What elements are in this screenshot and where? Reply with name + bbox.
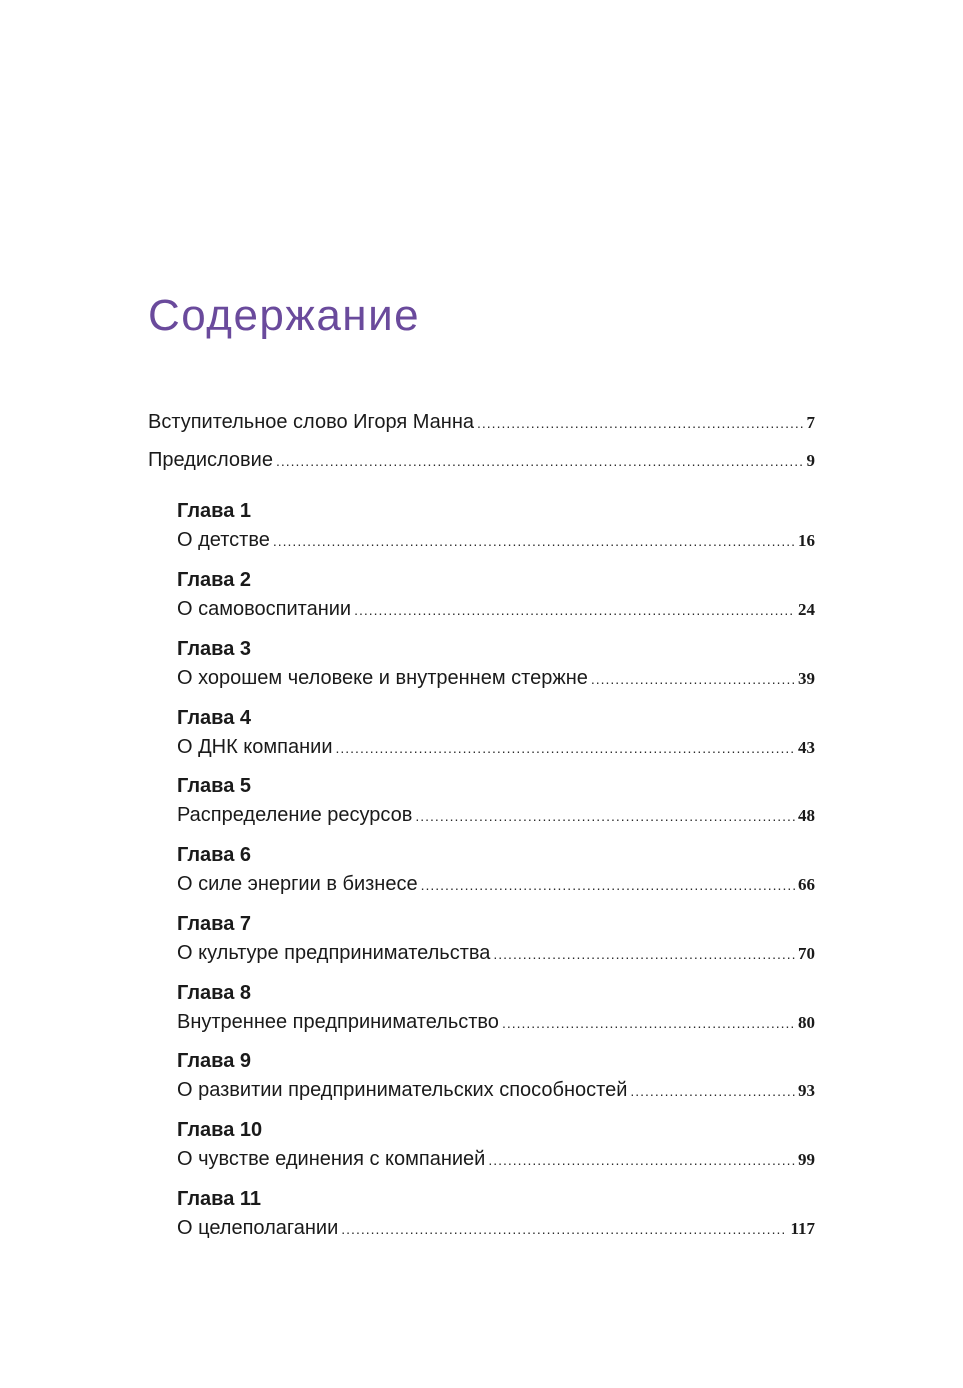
toc-page-number: 70 bbox=[798, 944, 815, 963]
page-title: Содержание bbox=[148, 291, 421, 340]
toc-entry-label: О детстве bbox=[177, 529, 270, 551]
toc-page-number: 16 bbox=[798, 531, 815, 550]
toc-entry-label: О ДНК компании bbox=[177, 736, 333, 758]
leader-dots bbox=[336, 735, 796, 761]
toc-entry-label: О чувстве единения с компанией bbox=[177, 1148, 486, 1170]
toc-entry-label: О самовоспитании bbox=[177, 598, 352, 620]
leader-dots bbox=[341, 1216, 787, 1242]
toc-entry-chapter-1[interactable] bbox=[177, 527, 815, 554]
toc-entry-chapter-5[interactable] bbox=[177, 802, 815, 829]
chapter-heading: Глава 11 bbox=[177, 1188, 262, 1210]
toc-entry-label: О культуре предпринимательства bbox=[177, 942, 491, 964]
toc-entry-chapter-10[interactable] bbox=[177, 1146, 815, 1173]
toc-page-number: 66 bbox=[798, 875, 815, 894]
toc-page-number: 9 bbox=[806, 451, 815, 470]
chapter-heading: Глава 10 bbox=[177, 1119, 263, 1141]
toc-page-number: 99 bbox=[798, 1150, 815, 1169]
toc-entry-chapter-4[interactable] bbox=[177, 734, 815, 761]
toc-entry-chapter-11[interactable] bbox=[177, 1215, 815, 1242]
toc-page-number: 80 bbox=[798, 1013, 815, 1032]
toc-entry-chapter-7[interactable] bbox=[177, 940, 815, 967]
leader-dots bbox=[273, 528, 795, 554]
chapter-heading: Глава 2 bbox=[177, 569, 252, 591]
toc-page-number: 39 bbox=[798, 669, 815, 688]
toc-entry-preface[interactable] bbox=[148, 447, 815, 474]
chapter-heading: Глава 3 bbox=[177, 638, 252, 660]
toc-page-number: 93 bbox=[798, 1081, 815, 1100]
leader-dots bbox=[415, 803, 795, 829]
chapter-heading: Глава 7 bbox=[177, 913, 252, 935]
toc-page-number: 117 bbox=[790, 1219, 815, 1238]
toc-entry-chapter-3[interactable] bbox=[177, 665, 815, 692]
leader-dots bbox=[354, 597, 795, 623]
chapter-heading: Глава 6 bbox=[177, 844, 252, 866]
leader-dots bbox=[591, 666, 795, 692]
leader-dots bbox=[477, 410, 803, 436]
toc-page-number: 24 bbox=[798, 600, 815, 619]
chapter-heading: Глава 4 bbox=[177, 707, 252, 729]
leader-dots bbox=[421, 872, 795, 898]
toc-page-number: 48 bbox=[798, 806, 815, 825]
toc-page-number: 43 bbox=[798, 738, 815, 757]
chapter-heading: Глава 9 bbox=[177, 1050, 252, 1072]
leader-dots bbox=[502, 1010, 795, 1036]
toc-entry-label: О силе энергии в бизнесе bbox=[177, 873, 418, 895]
toc-entry-label: О хорошем человеке и внутреннем стержне bbox=[177, 667, 588, 689]
leader-dots bbox=[630, 1078, 795, 1104]
leader-dots bbox=[276, 448, 804, 474]
toc-entry-label: Предисловие bbox=[148, 449, 273, 471]
toc-entry-intro[interactable] bbox=[148, 409, 815, 436]
chapter-heading: Глава 1 bbox=[177, 500, 252, 522]
chapter-heading: Глава 8 bbox=[177, 982, 252, 1004]
toc-entry-label: О развитии предпринимательских способностей bbox=[177, 1079, 628, 1101]
toc-page-number: 7 bbox=[806, 413, 815, 432]
leader-dots bbox=[493, 941, 795, 967]
toc-entry-label: Вступительное слово Игоря Манна bbox=[148, 411, 475, 433]
chapter-heading: Глава 5 bbox=[177, 775, 252, 797]
leader-dots bbox=[488, 1147, 795, 1173]
toc-entry-label: О целеполагании bbox=[177, 1217, 339, 1239]
toc-entry-chapter-9[interactable] bbox=[177, 1077, 815, 1104]
toc-entry-label: Внутреннее предпринимательство bbox=[177, 1011, 499, 1033]
toc-entry-chapter-8[interactable] bbox=[177, 1009, 815, 1036]
toc-entry-chapter-2[interactable] bbox=[177, 596, 815, 623]
toc-entry-label: Распределение ресурсов bbox=[177, 804, 413, 826]
toc-entry-chapter-6[interactable] bbox=[177, 871, 815, 898]
